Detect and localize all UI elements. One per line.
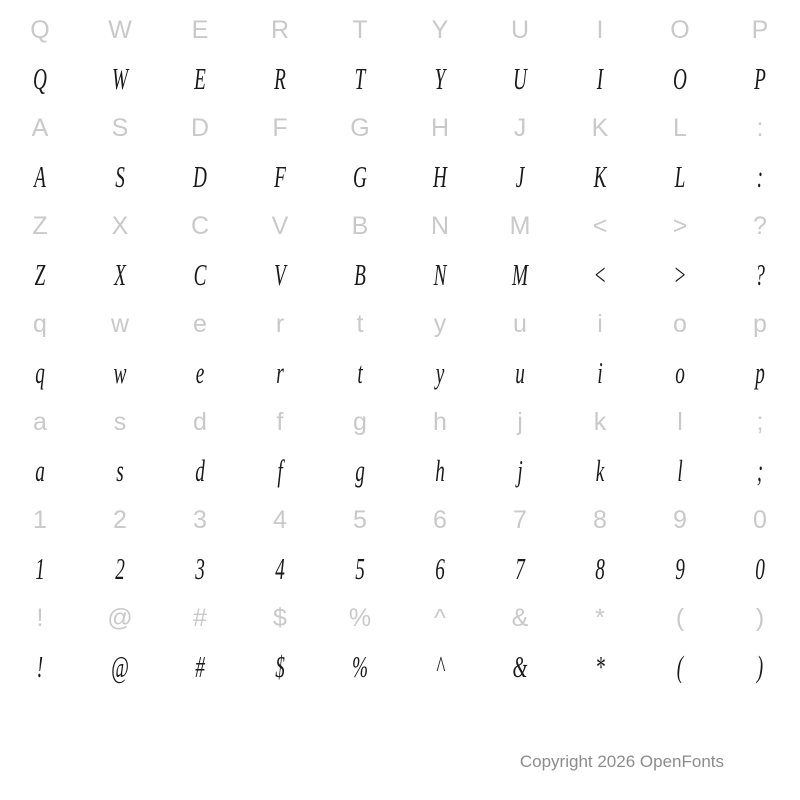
glyph-row-reference <box>0 200 800 252</box>
glyph-sample: ! <box>36 649 44 684</box>
glyph-sample: V <box>274 257 286 292</box>
glyph-reference: U <box>510 16 530 44</box>
glyph-sample: @ <box>111 649 129 684</box>
glyph-sample: s <box>116 453 124 488</box>
glyph-sample: U <box>513 61 527 96</box>
glyph-sample: R <box>274 61 286 96</box>
glyph-sample: l <box>677 453 683 488</box>
glyph-reference: < <box>592 212 608 240</box>
glyph-reference: ? <box>753 212 767 240</box>
glyph-sample: a <box>35 453 45 488</box>
glyph-sample: S <box>115 159 125 194</box>
glyph-sample: E <box>194 61 206 96</box>
glyph-reference: R <box>270 16 290 44</box>
glyph-sample: T <box>354 61 366 96</box>
glyph-row-reference <box>0 298 800 350</box>
glyph-sample: o <box>675 355 685 390</box>
glyph-reference: % <box>348 604 372 632</box>
glyph-reference: 6 <box>433 506 447 534</box>
glyph-reference: X <box>111 212 129 240</box>
glyph-reference: ) <box>755 604 765 632</box>
glyph-reference: L <box>673 114 687 142</box>
glyph-sample: G <box>353 159 367 194</box>
glyph-sample: p <box>755 355 765 390</box>
glyph-sample: # <box>195 649 205 684</box>
glyph-reference: 3 <box>193 506 207 534</box>
glyph-sample: & <box>512 649 528 684</box>
glyph-reference: : <box>756 114 764 142</box>
glyph-sample: ; <box>756 453 764 488</box>
glyph-sample: i <box>597 355 603 390</box>
glyph-reference: G <box>350 114 370 142</box>
glyph-sample: d <box>195 453 205 488</box>
glyph-row-reference <box>0 102 800 154</box>
glyph-reference: $ <box>273 604 287 632</box>
glyph-sample: ) <box>756 649 764 684</box>
glyph-sample: 2 <box>115 551 125 586</box>
glyph-reference: Q <box>30 16 50 44</box>
glyph-sample: k <box>595 453 605 488</box>
copyright-notice: Copyright 2026 OpenFonts <box>519 752 724 771</box>
glyph-sample: 7 <box>515 551 525 586</box>
glyph-sample: e <box>195 355 205 390</box>
glyph-reference: f <box>276 408 284 436</box>
glyph-sample: ? <box>755 257 765 292</box>
glyph-reference: 4 <box>273 506 287 534</box>
glyph-reference: 9 <box>673 506 687 534</box>
glyph-row-reference <box>0 4 800 56</box>
glyph-sample: < <box>593 257 607 292</box>
glyph-sample: y <box>435 355 445 390</box>
glyph-sample: q <box>35 355 45 390</box>
glyph-reference: Z <box>32 212 48 240</box>
glyph-sample: 1 <box>35 551 45 586</box>
glyph-reference: B <box>351 212 369 240</box>
glyph-reference: 5 <box>353 506 367 534</box>
glyph-sample: u <box>515 355 525 390</box>
glyph-reference: T <box>352 16 368 44</box>
glyph-sample: N <box>433 257 447 292</box>
glyph-row-sample <box>0 644 800 690</box>
glyph-reference: s <box>113 408 127 436</box>
glyph-reference: l <box>677 408 683 436</box>
glyph-reference: ; <box>756 408 764 436</box>
glyph-reference: ! <box>36 604 44 632</box>
glyph-sample: F <box>274 159 286 194</box>
glyph-sample: J <box>515 159 525 194</box>
glyph-sample: 5 <box>355 551 365 586</box>
glyph-sample: r <box>276 355 284 390</box>
glyph-sample: Q <box>33 61 47 96</box>
glyph-reference: P <box>751 16 769 44</box>
glyph-sample: 6 <box>435 551 445 586</box>
glyph-reference: C <box>190 212 210 240</box>
glyph-reference: 1 <box>33 506 47 534</box>
glyph-reference: M <box>509 212 531 240</box>
glyph-sample: 4 <box>275 551 285 586</box>
glyph-sample: M <box>511 257 529 292</box>
glyph-row-sample <box>0 546 800 592</box>
glyph-sample: : <box>756 159 764 194</box>
glyph-reference: J <box>513 114 527 142</box>
glyph-reference: I <box>596 16 604 44</box>
glyph-reference: W <box>108 16 132 44</box>
glyph-sample: g <box>355 453 365 488</box>
glyph-sample: h <box>435 453 445 488</box>
glyph-sample: W <box>111 61 129 96</box>
glyph-sample: C <box>193 257 207 292</box>
glyph-reference: e <box>193 310 207 338</box>
glyph-reference: 7 <box>513 506 527 534</box>
glyph-reference: V <box>271 212 289 240</box>
glyph-sample: Z <box>34 257 46 292</box>
glyph-reference: p <box>753 310 767 338</box>
glyph-sample: j <box>517 453 523 488</box>
glyph-sample: D <box>193 159 207 194</box>
glyph-reference: a <box>33 408 47 436</box>
glyph-reference: N <box>430 212 450 240</box>
glyph-sample: w <box>113 355 127 390</box>
glyph-reference: 2 <box>113 506 127 534</box>
glyph-sample: t <box>357 355 363 390</box>
glyph-sample: 3 <box>195 551 205 586</box>
glyph-sample: f <box>277 453 283 488</box>
glyph-reference: o <box>673 310 687 338</box>
glyph-reference: i <box>597 310 603 338</box>
glyph-sample: ( <box>676 649 684 684</box>
glyph-reference: K <box>591 114 609 142</box>
glyph-reference: > <box>672 212 688 240</box>
glyph-reference: ^ <box>434 604 446 632</box>
glyph-reference: j <box>517 408 523 436</box>
glyph-reference: H <box>430 114 450 142</box>
glyph-sample: K <box>593 159 607 194</box>
glyph-sample: Y <box>434 61 446 96</box>
glyph-sample: * <box>595 649 605 684</box>
glyph-reference: E <box>191 16 209 44</box>
glyph-row-sample <box>0 56 800 102</box>
glyph-reference: y <box>433 310 447 338</box>
glyph-reference: d <box>193 408 207 436</box>
glyph-sample: X <box>114 257 126 292</box>
glyph-reference: F <box>272 114 288 142</box>
glyph-reference: q <box>33 310 47 338</box>
glyph-reference: u <box>513 310 527 338</box>
glyph-row-reference <box>0 396 800 448</box>
glyph-sample: 8 <box>595 551 605 586</box>
glyph-sample: I <box>596 61 604 96</box>
glyph-row-sample <box>0 154 800 200</box>
glyph-row-sample <box>0 448 800 494</box>
glyph-reference: ( <box>675 604 685 632</box>
glyph-reference: h <box>433 408 447 436</box>
glyph-reference: g <box>353 408 367 436</box>
glyph-reference: A <box>31 114 49 142</box>
glyph-sample: 9 <box>675 551 685 586</box>
glyph-row-sample <box>0 252 800 298</box>
glyph-reference: # <box>193 604 207 632</box>
glyph-sample: ^ <box>435 649 445 684</box>
glyph-reference: t <box>356 310 364 338</box>
glyph-row-reference <box>0 494 800 546</box>
glyph-sample: O <box>673 61 687 96</box>
glyph-reference: 0 <box>753 506 767 534</box>
glyph-row-sample <box>0 350 800 396</box>
glyph-sample: L <box>674 159 686 194</box>
glyph-reference: * <box>595 604 605 632</box>
glyph-reference: & <box>511 604 529 632</box>
glyph-reference: @ <box>107 604 133 632</box>
glyph-reference: Y <box>431 16 449 44</box>
glyph-row-reference <box>0 592 800 644</box>
glyph-sample: > <box>673 257 687 292</box>
glyph-reference: r <box>275 310 285 338</box>
glyph-reference: 8 <box>593 506 607 534</box>
glyph-sample: B <box>354 257 366 292</box>
glyph-reference: w <box>110 310 130 338</box>
glyph-sample: % <box>351 649 369 684</box>
glyph-sample: H <box>433 159 447 194</box>
glyph-sample: P <box>754 61 766 96</box>
glyph-reference: D <box>190 114 210 142</box>
glyph-reference: O <box>670 16 690 44</box>
glyph-reference: S <box>111 114 129 142</box>
glyph-sample: A <box>34 159 46 194</box>
glyph-reference: k <box>593 408 607 436</box>
glyph-sample: 0 <box>755 551 765 586</box>
glyph-sample: $ <box>275 649 285 684</box>
